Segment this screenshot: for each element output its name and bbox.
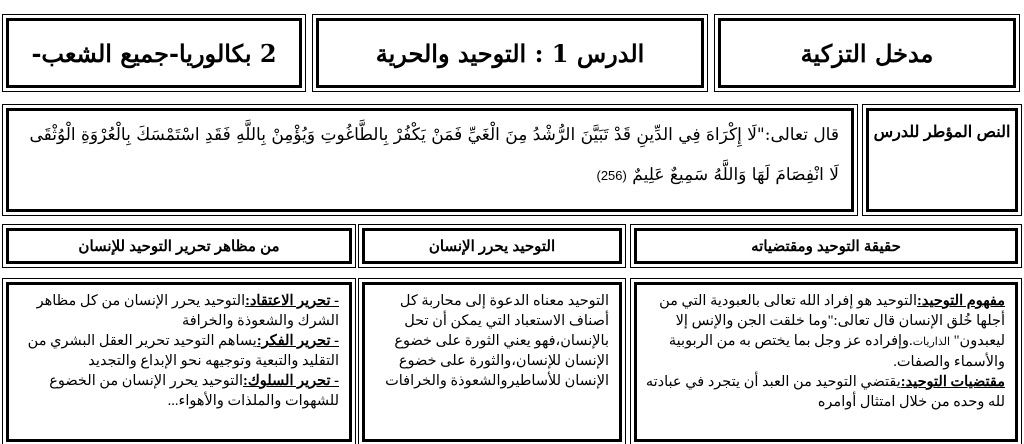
heading-middle-box	[362, 228, 622, 264]
verse-box	[6, 108, 854, 212]
level-title-box	[6, 18, 302, 88]
left-column-body	[6, 282, 352, 442]
right-column-body	[634, 282, 1018, 442]
module-title-box	[718, 18, 1016, 88]
term-tawhid-requirements: مقتضيات التوحيد:	[900, 374, 1005, 390]
text-tawhid-liberates: التوحيد معناه الدعوة إلى محاربة كل أصناف الاستعباد التي يمكن أن تحل بالإنسان،فهو يعني الثورة على خضوع الإنسان للإنسان،والثورة على خضوع الإنسان للأساطيروالشعوذة والخرافات	[385, 293, 609, 389]
ref-adh-dhariyat: الذاريات	[912, 336, 951, 348]
lesson-title: الدرس 1 : التوحيد والحرية	[375, 38, 645, 68]
middle-column-body	[362, 282, 622, 442]
term-thought-liberation: - تحرير الفكر:	[256, 333, 339, 349]
heading-right-box	[634, 228, 1018, 264]
verse-label-box	[866, 108, 1018, 212]
verse-label: النص المؤطر للدرس	[873, 124, 1011, 141]
heading-tawhid-liberates: التوحيد يحرر الإنسان	[428, 238, 556, 255]
lesson-title-box	[316, 18, 704, 88]
text-belief-liberation: التوحيد يحرر الإنسان من كل مظاهر الشرك والشعوذة والخرافة	[36, 293, 339, 329]
heading-liberation-aspects: من مظاهر تحرير التوحيد للإنسان	[78, 238, 280, 255]
module-title: مدخل التزكية	[800, 38, 934, 68]
text-tawhid-concept: التوحيد هو إفراد الله تعالى بالعبودية التي من أجلها خُلق الإنسان قال تعالى:"وما خلقت الجن والإنس إلا ليعبدون"	[659, 293, 1005, 349]
text-tawhid-concept-b: .وإفراده عز وجل بما يختص به من الربوبية والأسماء والصفات.	[668, 333, 1005, 370]
term-belief-liberation: - تحرير الاعتقاد:	[245, 293, 339, 309]
heading-left-box	[6, 228, 352, 264]
verse-text: "لَا إِكْرَاهَ فِي الدِّينِ قَدْ تَبَيَّنَ الرُّشْدُ مِنَ الْغَيِّ فَمَنْ يَكْفُرْ بِالطَّاغُوتِ وَيُؤْمِنْ بِاللَّهِ فَقَدِ اسْتَمْسَكَ بِالْعُرْوَةِ الْوُثْقَى لَا انْفِصَامَ لَهَا وَاللَّهُ سَمِيعٌ عَلِيمٌ	[29, 125, 839, 185]
level-title: 2 بكالوريا-جميع الشعب-	[31, 38, 277, 68]
text-thought-liberation: يساهم التوحيد تحرير العقل البشري من التقليد والتبعية وتوجيهه نحو الإبداع والتجديد	[27, 333, 339, 369]
verse-reference: (256)	[596, 168, 627, 183]
verse-intro: قال تعالى:	[764, 125, 839, 145]
text-behavior-liberation: التوحيد يحرر الإنسان من الخضوع للشهوات والملذات والأهواء...	[49, 373, 339, 409]
term-tawhid-concept: مفهوم التوحيد:	[917, 293, 1005, 309]
term-behavior-liberation: - تحرير السلوك:	[243, 373, 339, 389]
heading-tawhid-reality: حقيقة التوحيد ومقتضياته	[751, 238, 901, 255]
text-tawhid-requirements: يقتضي التوحيد من العبد أن يتجرد في عبادته لله وحده من خلال امتثال أوامره	[645, 374, 1005, 410]
